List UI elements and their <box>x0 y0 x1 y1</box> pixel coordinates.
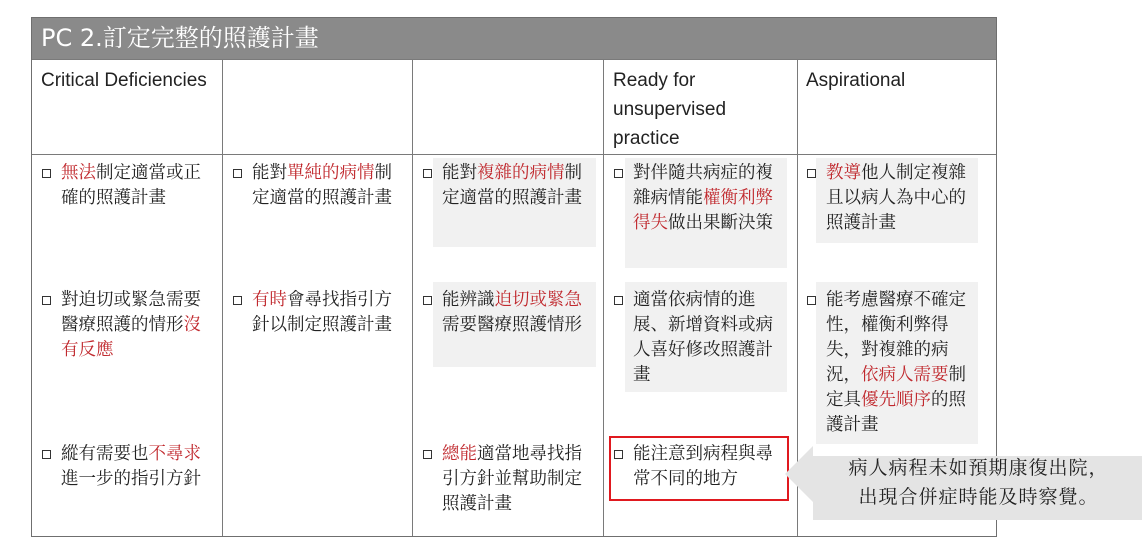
column-divider <box>222 59 223 536</box>
checkbox-icon <box>42 296 51 305</box>
column-header-ready: Ready for unsupervised practice <box>613 70 727 149</box>
body-text: 需要醫療照護情形 <box>442 315 582 335</box>
cell-c5r2 <box>807 288 979 438</box>
checkbox-icon <box>614 169 623 178</box>
column-divider <box>603 59 604 536</box>
checkbox-icon <box>42 450 51 459</box>
emphasis-text: 有時 <box>252 290 287 310</box>
cell-text <box>442 442 595 517</box>
cell-c1r2 <box>42 288 214 363</box>
body-text: 對伴隨共病症的複雜病情能 <box>633 163 773 208</box>
emphasis-text: 教導 <box>826 163 861 183</box>
body-text: 能對 <box>252 163 287 183</box>
cell-text <box>442 288 595 338</box>
cell-text <box>252 161 405 211</box>
cell-text <box>633 161 788 236</box>
body-text: 縱有需要也 <box>61 444 149 464</box>
emphasis-text: 沒有反應 <box>61 315 201 360</box>
callout-line-1: 病人病程未如預期康復出院， <box>848 457 1109 479</box>
cell-text <box>252 288 405 338</box>
checkbox-icon <box>807 169 816 178</box>
highlight-box <box>609 436 789 501</box>
callout-note <box>785 446 1142 524</box>
column-header-aspirational: Aspirational <box>806 70 906 91</box>
body-text: 能考慮醫療不確定性，權衡利弊得失，對複雜的病況， <box>826 290 966 385</box>
row-divider <box>32 59 996 60</box>
cell-c4r1 <box>614 161 788 236</box>
body-text: 能注意到病程與尋常不同的地方 <box>633 444 773 489</box>
cell-text <box>442 161 595 211</box>
body-text: 制定適當的照護計畫 <box>442 163 582 208</box>
emphasis-text: 權衡利弊得失 <box>633 188 773 233</box>
cell-c4r2 <box>614 288 788 388</box>
page-title: PC 2.訂定完整的照護計畫 <box>32 18 996 59</box>
cell-text <box>61 442 214 492</box>
cell-text <box>61 161 214 211</box>
checkbox-icon <box>233 296 242 305</box>
cell-c2r2 <box>233 288 405 338</box>
cell-c3r3 <box>423 442 595 517</box>
emphasis-text: 不尋求 <box>148 444 201 464</box>
cell-text <box>61 288 214 363</box>
checkbox-icon <box>233 169 242 178</box>
emphasis-text: 優先順序 <box>861 390 931 410</box>
checkbox-icon <box>423 169 432 178</box>
body-text: 制定適當的照護計畫 <box>252 163 392 208</box>
column-header-critical: Critical Deficiencies <box>41 70 207 91</box>
body-text: 能對 <box>442 163 477 183</box>
cell-c5r1 <box>807 161 979 236</box>
body-text: 適當依病情的進展、新增資料或病人喜好修改照護計畫 <box>633 290 773 385</box>
emphasis-text: 依病人需要 <box>861 365 949 385</box>
emphasis-text: 單純的病情 <box>287 163 375 183</box>
body-text: 制定適當或正確的照護計畫 <box>61 163 201 208</box>
callout-line-2: 出現合併症時能及時察覺。 <box>858 486 1099 508</box>
emphasis-text: 迫切或緊急 <box>494 290 582 310</box>
emphasis-text: 複雜的病情 <box>477 163 565 183</box>
cell-c1r3 <box>42 442 214 492</box>
body-text: 進一步的指引方針 <box>61 469 201 489</box>
checkbox-icon <box>614 296 623 305</box>
column-divider <box>412 59 413 536</box>
checkbox-icon <box>423 296 432 305</box>
emphasis-text: 總能 <box>442 444 477 464</box>
cell-c2r1 <box>233 161 405 211</box>
body-text: 制定具 <box>826 365 966 410</box>
body-text: 做出果斷決策 <box>668 213 773 233</box>
cell-text <box>826 161 979 236</box>
body-text: 他人制定複雜且以病人為中心的照護計畫 <box>826 163 966 233</box>
row-divider <box>32 154 996 155</box>
checkbox-icon <box>423 450 432 459</box>
body-text: 的照護計畫 <box>826 390 966 435</box>
checkbox-icon <box>807 296 816 305</box>
body-text: 對迫切或緊急需要醫療照護的情形 <box>61 290 201 335</box>
cell-c3r1 <box>423 161 595 211</box>
cell-text <box>826 288 979 438</box>
emphasis-text: 無法 <box>61 163 96 183</box>
body-text: 能辨識 <box>442 290 495 310</box>
cell-c3r2 <box>423 288 595 338</box>
body-text: 會尋找指引方針以制定照護計畫 <box>252 290 392 335</box>
checkbox-icon <box>42 169 51 178</box>
body-text: 適當地尋找指引方針並幫助制定照護計畫 <box>442 444 582 514</box>
cell-text <box>633 288 788 388</box>
cell-c1r1 <box>42 161 214 211</box>
